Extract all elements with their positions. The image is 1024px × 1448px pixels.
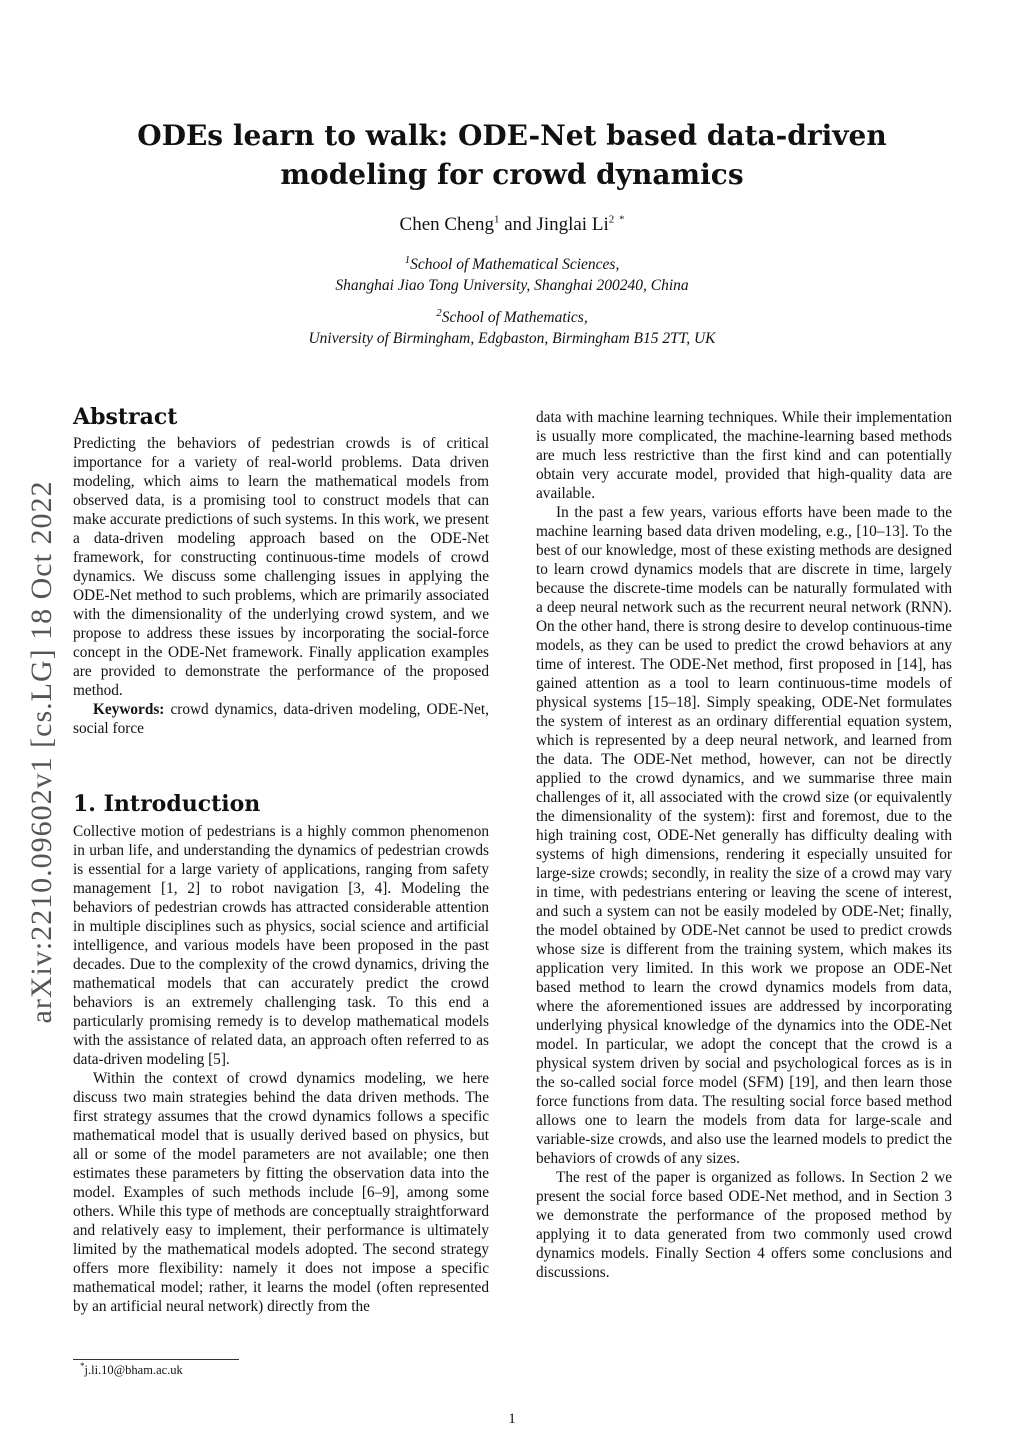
paper-title: ODEs learn to walk: ODE-Net based data-driven modeling for crowd dynamics xyxy=(137,119,887,191)
abstract-text: Predicting the behaviors of pedestrian crowds is of critical importance for a variety of real-world problems. Data driven modeling, which aims to learn the mathematical models from observed data, is a promising tool to construct models that can make accurate predictions of such systems. In this work, we present a data-driven modeling approach based on the ODE-Net framework, for constructing continuous-time models of crowd dynamics. We discuss some challenging issues in applying the ODE-Net method to such problems, which are primarily associated with the dimensionality of the underlying crowd system, and we propose to address these issues by incorporating the social-force concept in the ODE-Net framework. Finally application examples are provided to demonstrate the performance of the proposed method. xyxy=(73,435,489,699)
keywords-label: Keywords: xyxy=(93,701,165,718)
introduction-right-column xyxy=(536,408,952,1282)
author-line xyxy=(0,214,1024,236)
author-name: Chen Cheng xyxy=(399,214,494,235)
affiliation-school: School of Mathematical Sciences, xyxy=(410,256,620,273)
footnote xyxy=(80,1360,183,1378)
paragraph: Collective motion of pedestrians is a highly common phenomenon in urban life, and understanding the dynamics of pedestrian crowds is essential for a large variety of applications, ranging from safety management [1, 2] to robot navigation [3, 4]. Modeling the behaviors of pedestrian crowds has attracted considerable attention in multiple disciplines such as physics, social science and artificial intelligence, and various models have been proposed in the past decades. Due to the complexity of the crowd dynamics, driving the mathematical models that can accurately predict the crowd behaviors is an extremely challenging task. To this end a particularly promising remedy is to develop mathematical models with the assistance of related data, an approach often referred to as data-driven modeling [5]. xyxy=(73,823,489,1068)
abstract-body xyxy=(73,434,489,738)
page-number: 1 xyxy=(508,1411,516,1427)
abstract-heading: Abstract xyxy=(73,404,178,430)
paragraph: Within the context of crowd dynamics modeling, we here discuss two main strategies behind the data driven methods. The first strategy assumes that the crowd dynamics follows a specific mathematical model that is usually derived based on physics, but all or some of the model parameters are not available; one then estimates these parameters by fitting the observation data into the model. Examples of such methods include [6–9], among some others. While this type of methods are conceptually straightforward and relatively easy to implement, their performance is ultimately limited by the mathematical models adopted. The second strategy offers more flexibility: namely it does not impose a specific mathematical model; rather, it learns the model (often represented by an artificial neural network) directly from the xyxy=(73,1070,489,1315)
affiliation-1 xyxy=(0,254,1024,296)
author-name: Jinglai Li xyxy=(536,214,609,235)
footnote-email[interactable]: j.li.10@bham.ac.uk xyxy=(84,1363,183,1377)
arxiv-identifier[interactable]: arXiv:2210.09602v1 [cs.LG] 18 Oct 2022 xyxy=(25,480,58,1024)
affiliation-sup: 2 xyxy=(436,306,442,319)
affiliation-marker: 1 xyxy=(493,213,500,226)
affiliation-address: Shanghai Jiao Tong University, Shanghai 200240, China xyxy=(335,277,689,294)
keywords xyxy=(73,700,489,738)
affiliation-school: School of Mathematics, xyxy=(441,309,588,326)
affiliation-marker: 2 xyxy=(608,213,615,226)
affiliation-2 xyxy=(0,307,1024,349)
affiliation-sup: 1 xyxy=(404,253,411,266)
paragraph: The rest of the paper is organized as follows. In Section 2 we present the social force based ODE-Net method, and in Section 3 we demonstrate the performance of the proposed method by applying it to data generated from two commonly used crowd dynamics models. Finally Section 4 offers some conclusions and discussions. xyxy=(536,1169,952,1281)
introduction-left-column xyxy=(73,822,489,1316)
author-conjunction: and xyxy=(504,214,532,235)
paragraph: data with machine learning techniques. While their implementation is usually more complicated, the machine-learning based methods are much less restrictive than the first kind and can potentially obtain very accurate model, provided that high-quality data are available. xyxy=(536,409,952,502)
affiliation-address: University of Birmingham, Edgbaston, Birmingham B15 2TT, UK xyxy=(308,330,716,347)
footnote-rule xyxy=(73,1359,239,1360)
corresponding-author-marker: * xyxy=(618,213,625,226)
footnote-mark: * xyxy=(80,1360,85,1371)
introduction-heading: 1. Introduction xyxy=(73,791,261,817)
paragraph: In the past a few years, various efforts have been made to the machine learning based data driven modeling, e.g., [10–13]. To the best of our knowledge, most of these existing methods are designed to learn crowd dynamics models that are discrete in time, largely because the discrete-time models can be naturally formulated with a deep neural network such as the recurrent neural network (RNN). On the other hand, there is strong desire to develop continuous-time models, as they can be used to predict the crowd behaviors at any time of interest. The ODE-Net method, first proposed in [14], has gained attention as a tool to learn continuous-time models of physical systems [15–18]. Simply speaking, ODE-Net formulates the system of interest as an ordinary differential equation system, which is represented by a deep neural network, and learned from the data. The ODE-Net method, however, can not be directly applied to the crowd dynamics, and we summarise three main challenges of it, all associated with the crowd size (or equivalently the dimensionality of the system): first and foremost, due to the high training cost, ODE-Net generally has difficulty dealing with systems of high dimensions, rendering it especially unsuited for large-size crowds; secondly, in reality the size of a crowd may vary in time, with pedestrians entering or leaving the scene of interest, and such a system can not be easily modeled by ODE-Net; finally, the model obtained by ODE-Net cannot be used to predict crowds whose size is different from the training system, which makes its application very limited. In this work we propose an ODE-Net based method to learn the crowd dynamics models from data, where the aforementioned issues are addressed by incorporating underlying physical knowledge of the dynamics into the ODE-Net model. In particular, we adopt the concept that the crowd is a physical system driven by social and psychological forces as is in the so-called social force model (SFM) [19], and then learn those force functions from data. The resulting social force based method allows one to learn the models from data for large-scale and variable-size crowds, and also use the learned models to predict the behaviors of crowds of any sizes. xyxy=(536,504,952,1167)
keywords-list: crowd dynamics, data-driven modeling, ODE-Net, social force xyxy=(73,701,489,737)
